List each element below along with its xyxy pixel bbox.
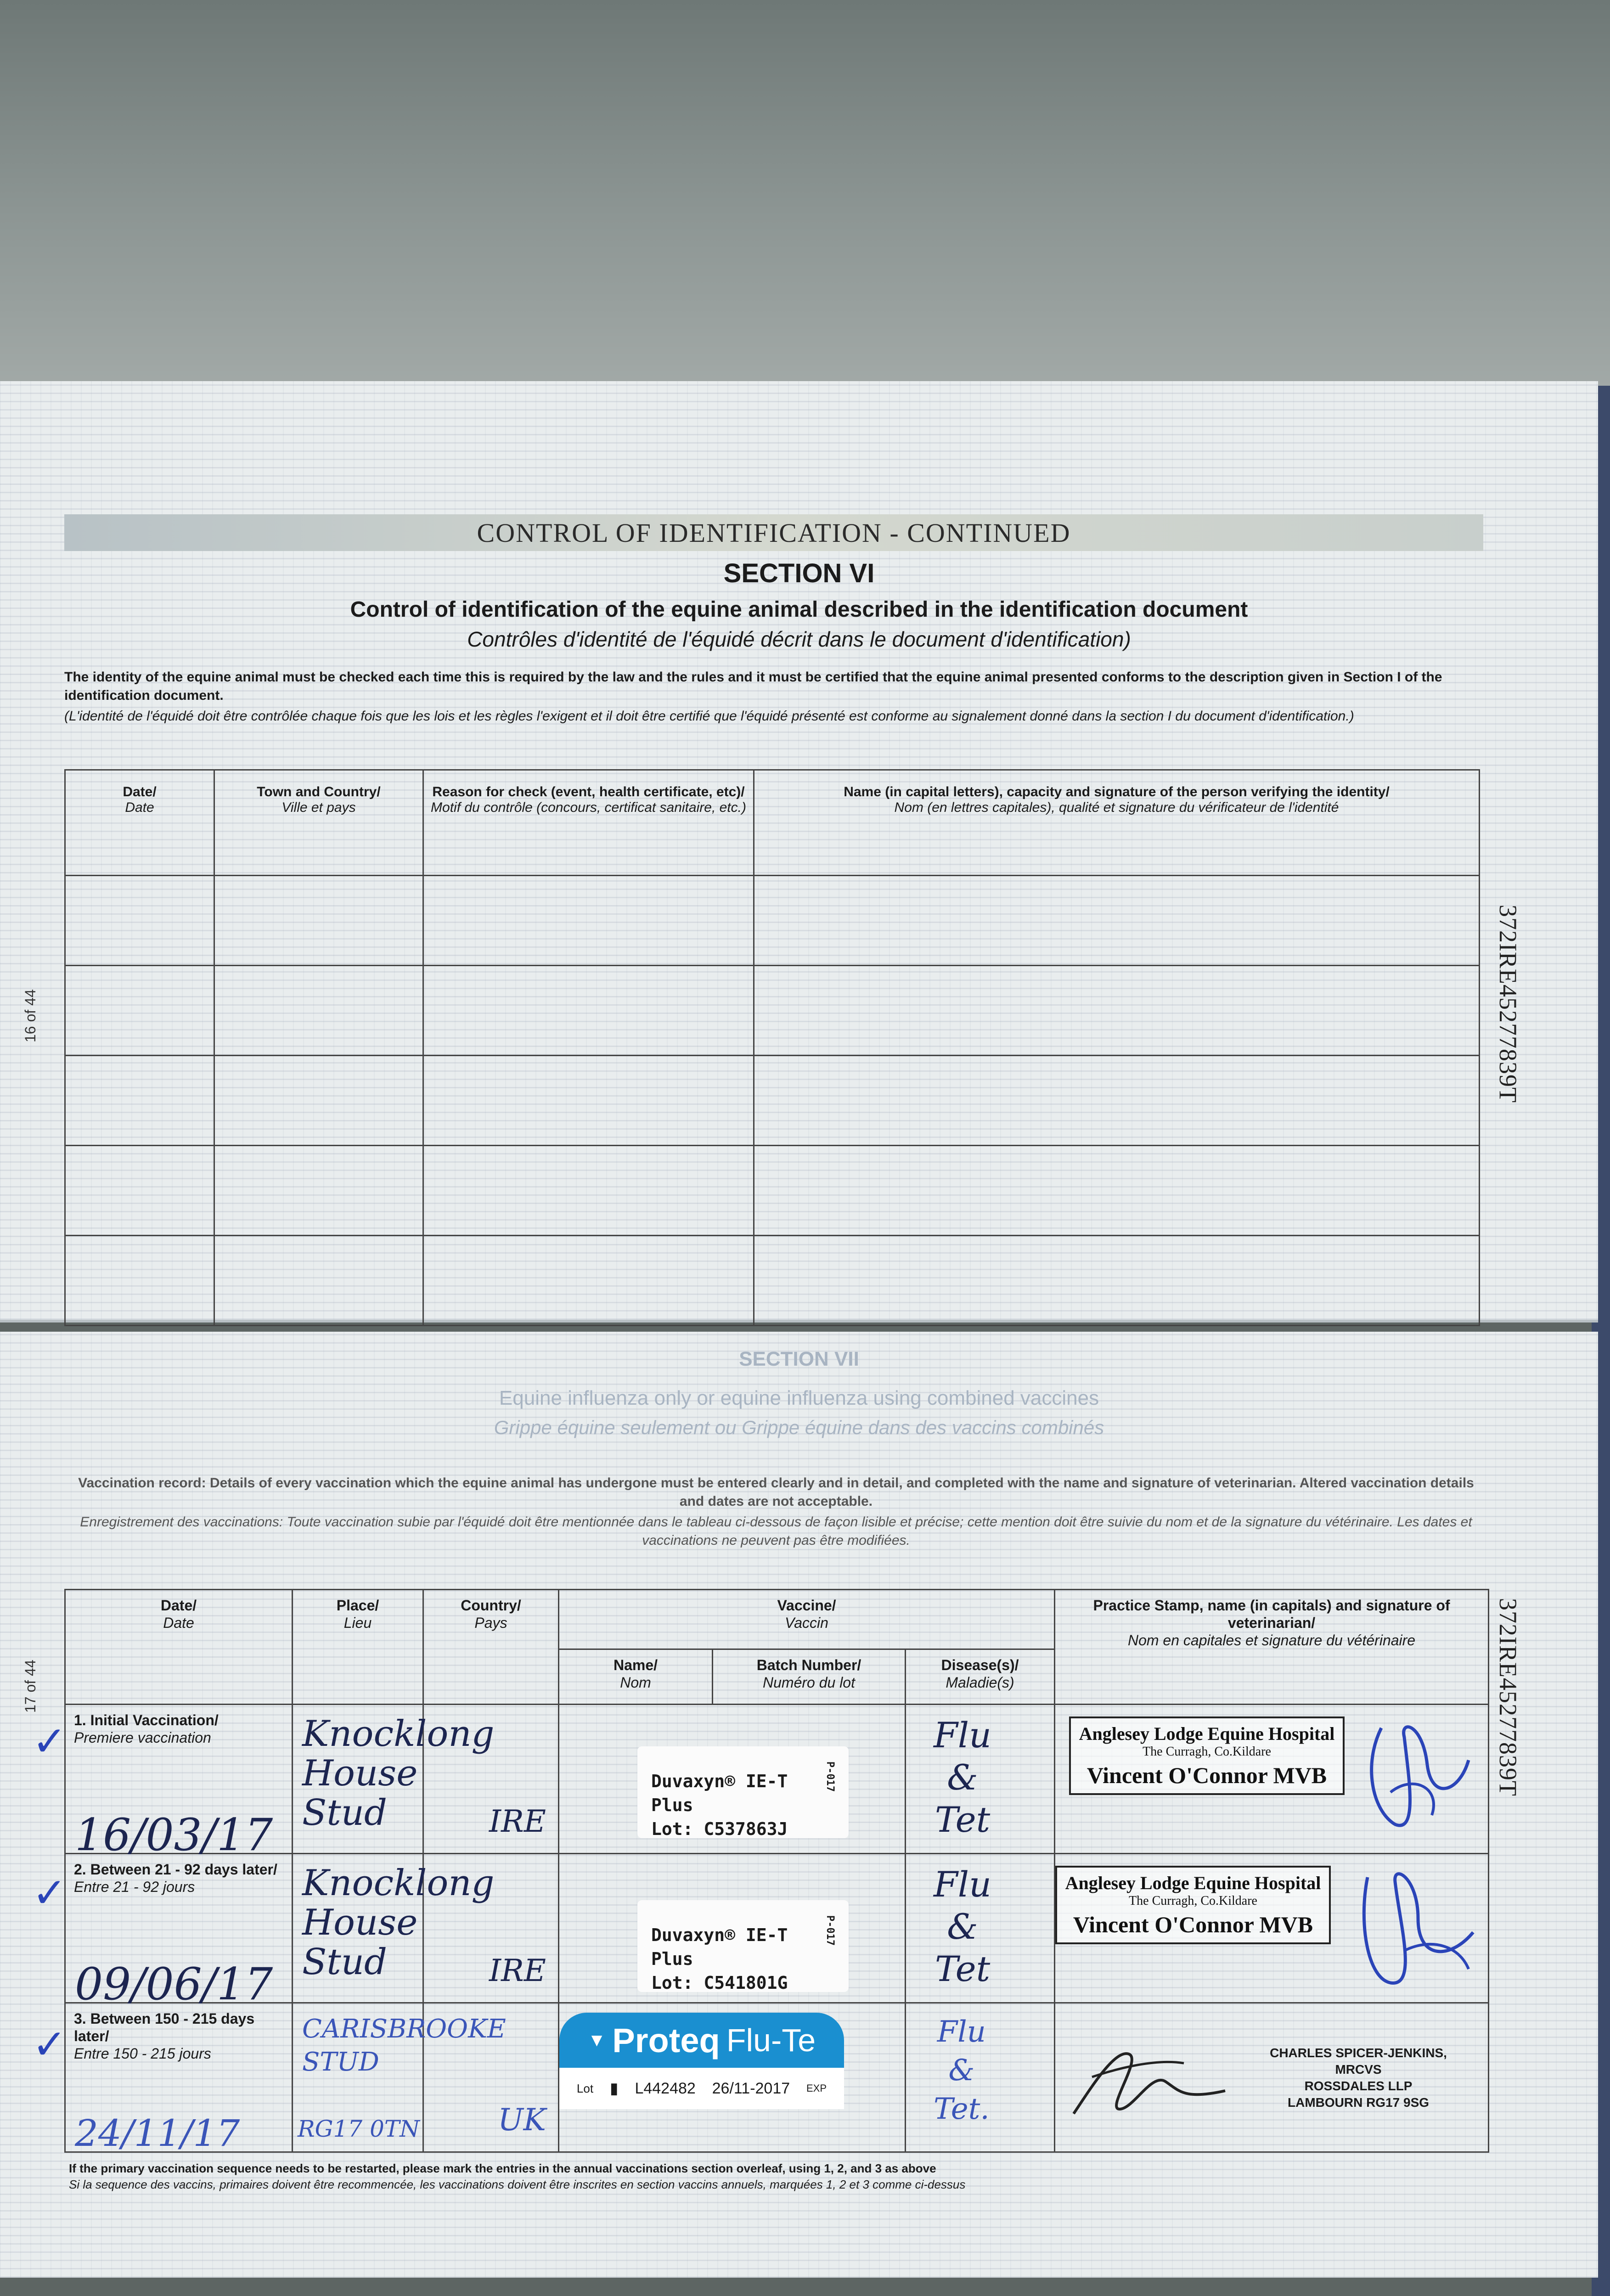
disease-cell-1[interactable] bbox=[906, 1705, 1055, 1854]
row-label-fr: Entre 150 - 215 jours bbox=[74, 2045, 211, 2062]
col-disease: Disease(s)/ Maladie(s) bbox=[906, 1649, 1055, 1705]
cell[interactable] bbox=[423, 1146, 754, 1236]
vet-stamp-line: CHARLES SPICER-JENKINS, MRCVS bbox=[1270, 2046, 1447, 2077]
cell[interactable] bbox=[65, 1146, 214, 1236]
vaccine-code: P-017 bbox=[824, 1915, 836, 1946]
restart-footnote: If the primary vaccination sequence needs to be restarted, please mark the entries in the annual vaccinations section overleaf, using 1, 2, and 3 as above bbox=[69, 2161, 936, 2175]
section-vii-subtitle: Equine influenza only or equine influenza using combined vaccines bbox=[499, 1387, 1099, 1409]
vaccine-name: Duvaxyn® IE-T Plus bbox=[651, 1771, 788, 1815]
table-header-row bbox=[65, 1590, 1489, 1649]
handwritten-country: UK bbox=[498, 2102, 546, 2138]
col-place: Place/ Lieu bbox=[293, 1590, 423, 1705]
cell[interactable] bbox=[423, 966, 754, 1056]
vaccine-lot: Lot: C537863J bbox=[651, 1819, 788, 1839]
handwritten-date: 09/06/17 bbox=[75, 1958, 273, 2010]
handwritten-date: 24/11/17 bbox=[75, 2112, 240, 2155]
cell[interactable] bbox=[423, 876, 754, 966]
banner-text: CONTROL OF IDENTIFICATION - CONTINUED bbox=[477, 518, 1071, 548]
cell[interactable] bbox=[65, 876, 214, 966]
vaccine-lot: Lot: C541801G bbox=[651, 1973, 788, 1993]
vaccination-table bbox=[64, 1589, 1489, 2153]
cell[interactable] bbox=[214, 876, 423, 966]
vaccine-cell-3[interactable] bbox=[559, 2003, 906, 2152]
handwritten-postcode: RG17 0TN bbox=[298, 2116, 420, 2142]
place-cell-3[interactable] bbox=[293, 2003, 506, 2152]
disease-cell-3[interactable] bbox=[906, 2003, 1055, 2152]
table-row bbox=[65, 1056, 1480, 1146]
vet-signature bbox=[1354, 1710, 1478, 1847]
cell[interactable] bbox=[214, 1056, 423, 1146]
date-cell-3[interactable] bbox=[65, 2003, 293, 2155]
country-cell-2[interactable] bbox=[423, 1854, 559, 2003]
expiry-label: EXP bbox=[806, 2082, 827, 2094]
table-row bbox=[65, 2003, 1489, 2152]
checkmark-icon: ✓ bbox=[32, 2022, 67, 2068]
vaccine-cell-2[interactable] bbox=[559, 1854, 906, 2003]
cell[interactable] bbox=[65, 1236, 214, 1326]
vaccination-record-note-fr: Enregistrement des vaccinations: Toute vaccination subie par l'équidé doit être mentionnée dans le tableau ci-dessous de façon lisible et précise; cette mention doit être suivie du nom et de la signature du vétérinaire. Les dates et vaccinations ne peuvent pas être modifiées. bbox=[80, 1514, 1472, 1548]
place-cell-2[interactable] bbox=[293, 1854, 495, 2003]
cell[interactable] bbox=[423, 1056, 754, 1146]
stamp-line: Anglesey Lodge Equine Hospital bbox=[1079, 1723, 1335, 1744]
col-practice-stamp: Practice Stamp, name (in capitals) and signature of veterinarian/ Nom en capitales et signature du vétérinaire bbox=[1055, 1590, 1489, 1705]
table-row bbox=[65, 1236, 1480, 1326]
disease-cell-2[interactable] bbox=[906, 1854, 1055, 2003]
handwritten-place: Knocklong House Stud bbox=[302, 1713, 495, 1834]
table-row bbox=[65, 1705, 1489, 1854]
handwritten-disease: Flu & Tet bbox=[934, 1715, 991, 1840]
stamp-line: Vincent O'Connor MVB bbox=[1086, 1762, 1327, 1788]
col-date: Date/ Date bbox=[65, 1590, 293, 1705]
stamp-cell-1[interactable] bbox=[1055, 1705, 1489, 1854]
section-vi-title: SECTION VI bbox=[723, 558, 875, 588]
row-label: 3. Between 150 - 215 days later/ bbox=[74, 2010, 255, 2044]
vaccine-cell-1[interactable] bbox=[559, 1705, 906, 1854]
handwritten-disease: Flu & Tet bbox=[934, 1864, 991, 1989]
col-reason: Reason for check (event, health certificate, etc)/ Motif du contrôle (concours, certificat sanitaire, etc.) bbox=[423, 770, 754, 876]
date-cell-2[interactable] bbox=[65, 1854, 293, 2010]
stamp-cell-2[interactable] bbox=[1055, 1854, 1489, 2003]
lot-prefix: Lot bbox=[576, 2081, 594, 2095]
passport-id-bottom: 372IRE45277839T bbox=[1494, 1598, 1522, 1796]
handwritten-disease: Flu & Tet. bbox=[934, 2015, 990, 2126]
handwritten-place: Knocklong House Stud bbox=[302, 1863, 495, 1983]
section-vi-subtitle-fr: Contrôles d'identité de l'équidé décrit dans le document d'identification) bbox=[467, 627, 1131, 651]
brand-name: Proteq bbox=[612, 2021, 720, 2060]
cell[interactable] bbox=[754, 1146, 1480, 1236]
country-cell-3[interactable] bbox=[423, 2003, 559, 2152]
table-row bbox=[65, 1854, 1489, 2003]
expiry-date: 26/11-2017 bbox=[712, 2079, 790, 2097]
handwritten-country: IRE bbox=[489, 1804, 546, 1839]
place-cell-1[interactable] bbox=[293, 1705, 495, 1854]
proteq-lot bbox=[559, 2068, 844, 2109]
stamp-line: The Curragh, Co.Kildare bbox=[1129, 1894, 1257, 1908]
proteq-brand bbox=[559, 2013, 844, 2068]
cell[interactable] bbox=[65, 966, 214, 1056]
stamp-line: Anglesey Lodge Equine Hospital bbox=[1065, 1873, 1321, 1893]
table-header-row bbox=[65, 770, 1480, 876]
country-cell-1[interactable] bbox=[423, 1705, 559, 1854]
vet-stamp-line: ROSSDALES LLP bbox=[1304, 2079, 1413, 2093]
date-cell-1[interactable] bbox=[65, 1705, 293, 1861]
stamp-line: The Curragh, Co.Kildare bbox=[1143, 1745, 1271, 1759]
section-vii-title: SECTION VII bbox=[739, 1348, 859, 1370]
vaccine-sticker bbox=[637, 1746, 849, 1838]
lot-number: L442482 bbox=[635, 2079, 696, 2097]
handwritten-date: 16/03/17 bbox=[75, 1809, 273, 1861]
identity-instruction-fr: (L'identité de l'équidé doit être contrôlée chaque fois que les lois et les règles l'exigent et il doit être certifié que l'équidé présenté est conforme au signalement donné dans la section I du document d'identification.) bbox=[64, 709, 1354, 724]
cell[interactable] bbox=[214, 966, 423, 1056]
checkmark-icon: ✓ bbox=[32, 1870, 67, 1916]
page-number-17: 17 of 44 bbox=[22, 1660, 39, 1713]
stamp-cell-3[interactable] bbox=[1055, 2003, 1489, 2152]
vaccine-name: Duvaxyn® IE-T Plus bbox=[651, 1925, 788, 1969]
vaccination-record-note: Vaccination record: Details of every vaccination which the equine animal has undergone must be entered clearly and in detail, and completed with the name and signature of veterinarian. Altered vaccination details and dates are not acceptable. bbox=[78, 1475, 1474, 1509]
table-row bbox=[65, 1146, 1480, 1236]
row-label: 2. Between 21 - 92 days later/ bbox=[74, 1861, 277, 1878]
stamp-line: Vincent O'Connor MVB bbox=[1073, 1912, 1313, 1937]
vaccine-sticker bbox=[637, 1900, 849, 1992]
col-verifier: Name (in capital letters), capacity and signature of the person verifying the identity/ Nom (en lettres capitales), qualité et signature du vérificateur de l'identité bbox=[754, 770, 1480, 876]
row-label: 1. Initial Vaccination/ bbox=[74, 1712, 219, 1728]
handwritten-country: IRE bbox=[489, 1953, 546, 1988]
cell[interactable] bbox=[754, 876, 1480, 966]
col-vaccine-name: Name/ Nom bbox=[559, 1649, 713, 1705]
cell[interactable] bbox=[65, 1056, 214, 1146]
col-vaccine: Vaccine/ Vaccin bbox=[559, 1590, 1055, 1649]
restart-footnote-fr: Si la sequence des vaccins, primaires doivent être recommencée, les vaccinations doivent être inscrites en section vaccins annuels, marquées 1, 2 et 3 comme ci-dessus bbox=[69, 2178, 966, 2191]
cell[interactable] bbox=[754, 1056, 1480, 1146]
passport-id-top: 372IRE45277839T bbox=[1494, 905, 1522, 1103]
proteq-sticker bbox=[559, 2013, 844, 2109]
col-town-country: Town and Country/ Ville et pays bbox=[214, 770, 423, 876]
cell[interactable] bbox=[214, 1146, 423, 1236]
arrow-down-icon: ▼ bbox=[587, 2030, 606, 2050]
checkmark-icon: ✓ bbox=[32, 1719, 67, 1765]
col-country: Country/ Pays bbox=[423, 1590, 559, 1705]
section-vii-subtitle-fr: Grippe équine seulement ou Grippe équine dans des vaccins combinés bbox=[494, 1417, 1104, 1438]
practice-stamp bbox=[1055, 1866, 1331, 1944]
cell[interactable] bbox=[423, 1236, 754, 1326]
background-surface bbox=[0, 0, 1610, 395]
vaccine-code: P-017 bbox=[824, 1761, 836, 1792]
practice-stamp bbox=[1069, 1716, 1345, 1795]
col-date: Date/ Date bbox=[65, 770, 214, 876]
barcode-icon: ▮ bbox=[609, 2080, 619, 2097]
vet-signature bbox=[1064, 2031, 1234, 2132]
row-label-fr: Premiere vaccination bbox=[74, 1729, 211, 1746]
cell[interactable] bbox=[754, 966, 1480, 1056]
vet-name-stamp bbox=[1248, 2045, 1469, 2111]
row-label-fr: Entre 21 - 92 jours bbox=[74, 1879, 195, 1895]
vet-signature bbox=[1349, 1859, 1482, 1997]
cell[interactable] bbox=[754, 1236, 1480, 1326]
section-vi-subtitle: Control of identification of the equine animal described in the identification document bbox=[350, 597, 1248, 622]
page-number-16: 16 of 44 bbox=[22, 989, 39, 1042]
identity-check-table bbox=[64, 769, 1480, 1326]
identity-instruction: The identity of the equine animal must be checked each time this is required by the law and the rules and it must be certified that the equine animal presented conforms to the description given in Section I of the identification document. bbox=[64, 670, 1442, 703]
section-banner bbox=[64, 514, 1483, 551]
cell[interactable] bbox=[214, 1236, 423, 1326]
handwritten-place: CARISBROOKE STUD bbox=[302, 2014, 506, 2077]
vet-stamp-line: LAMBOURN RG17 9SG bbox=[1288, 2095, 1430, 2110]
brand-suffix: Flu-Te bbox=[726, 2022, 816, 2058]
table-row bbox=[65, 966, 1480, 1056]
table-row bbox=[65, 876, 1480, 966]
col-batch-number: Batch Number/ Numéro du lot bbox=[713, 1649, 906, 1705]
